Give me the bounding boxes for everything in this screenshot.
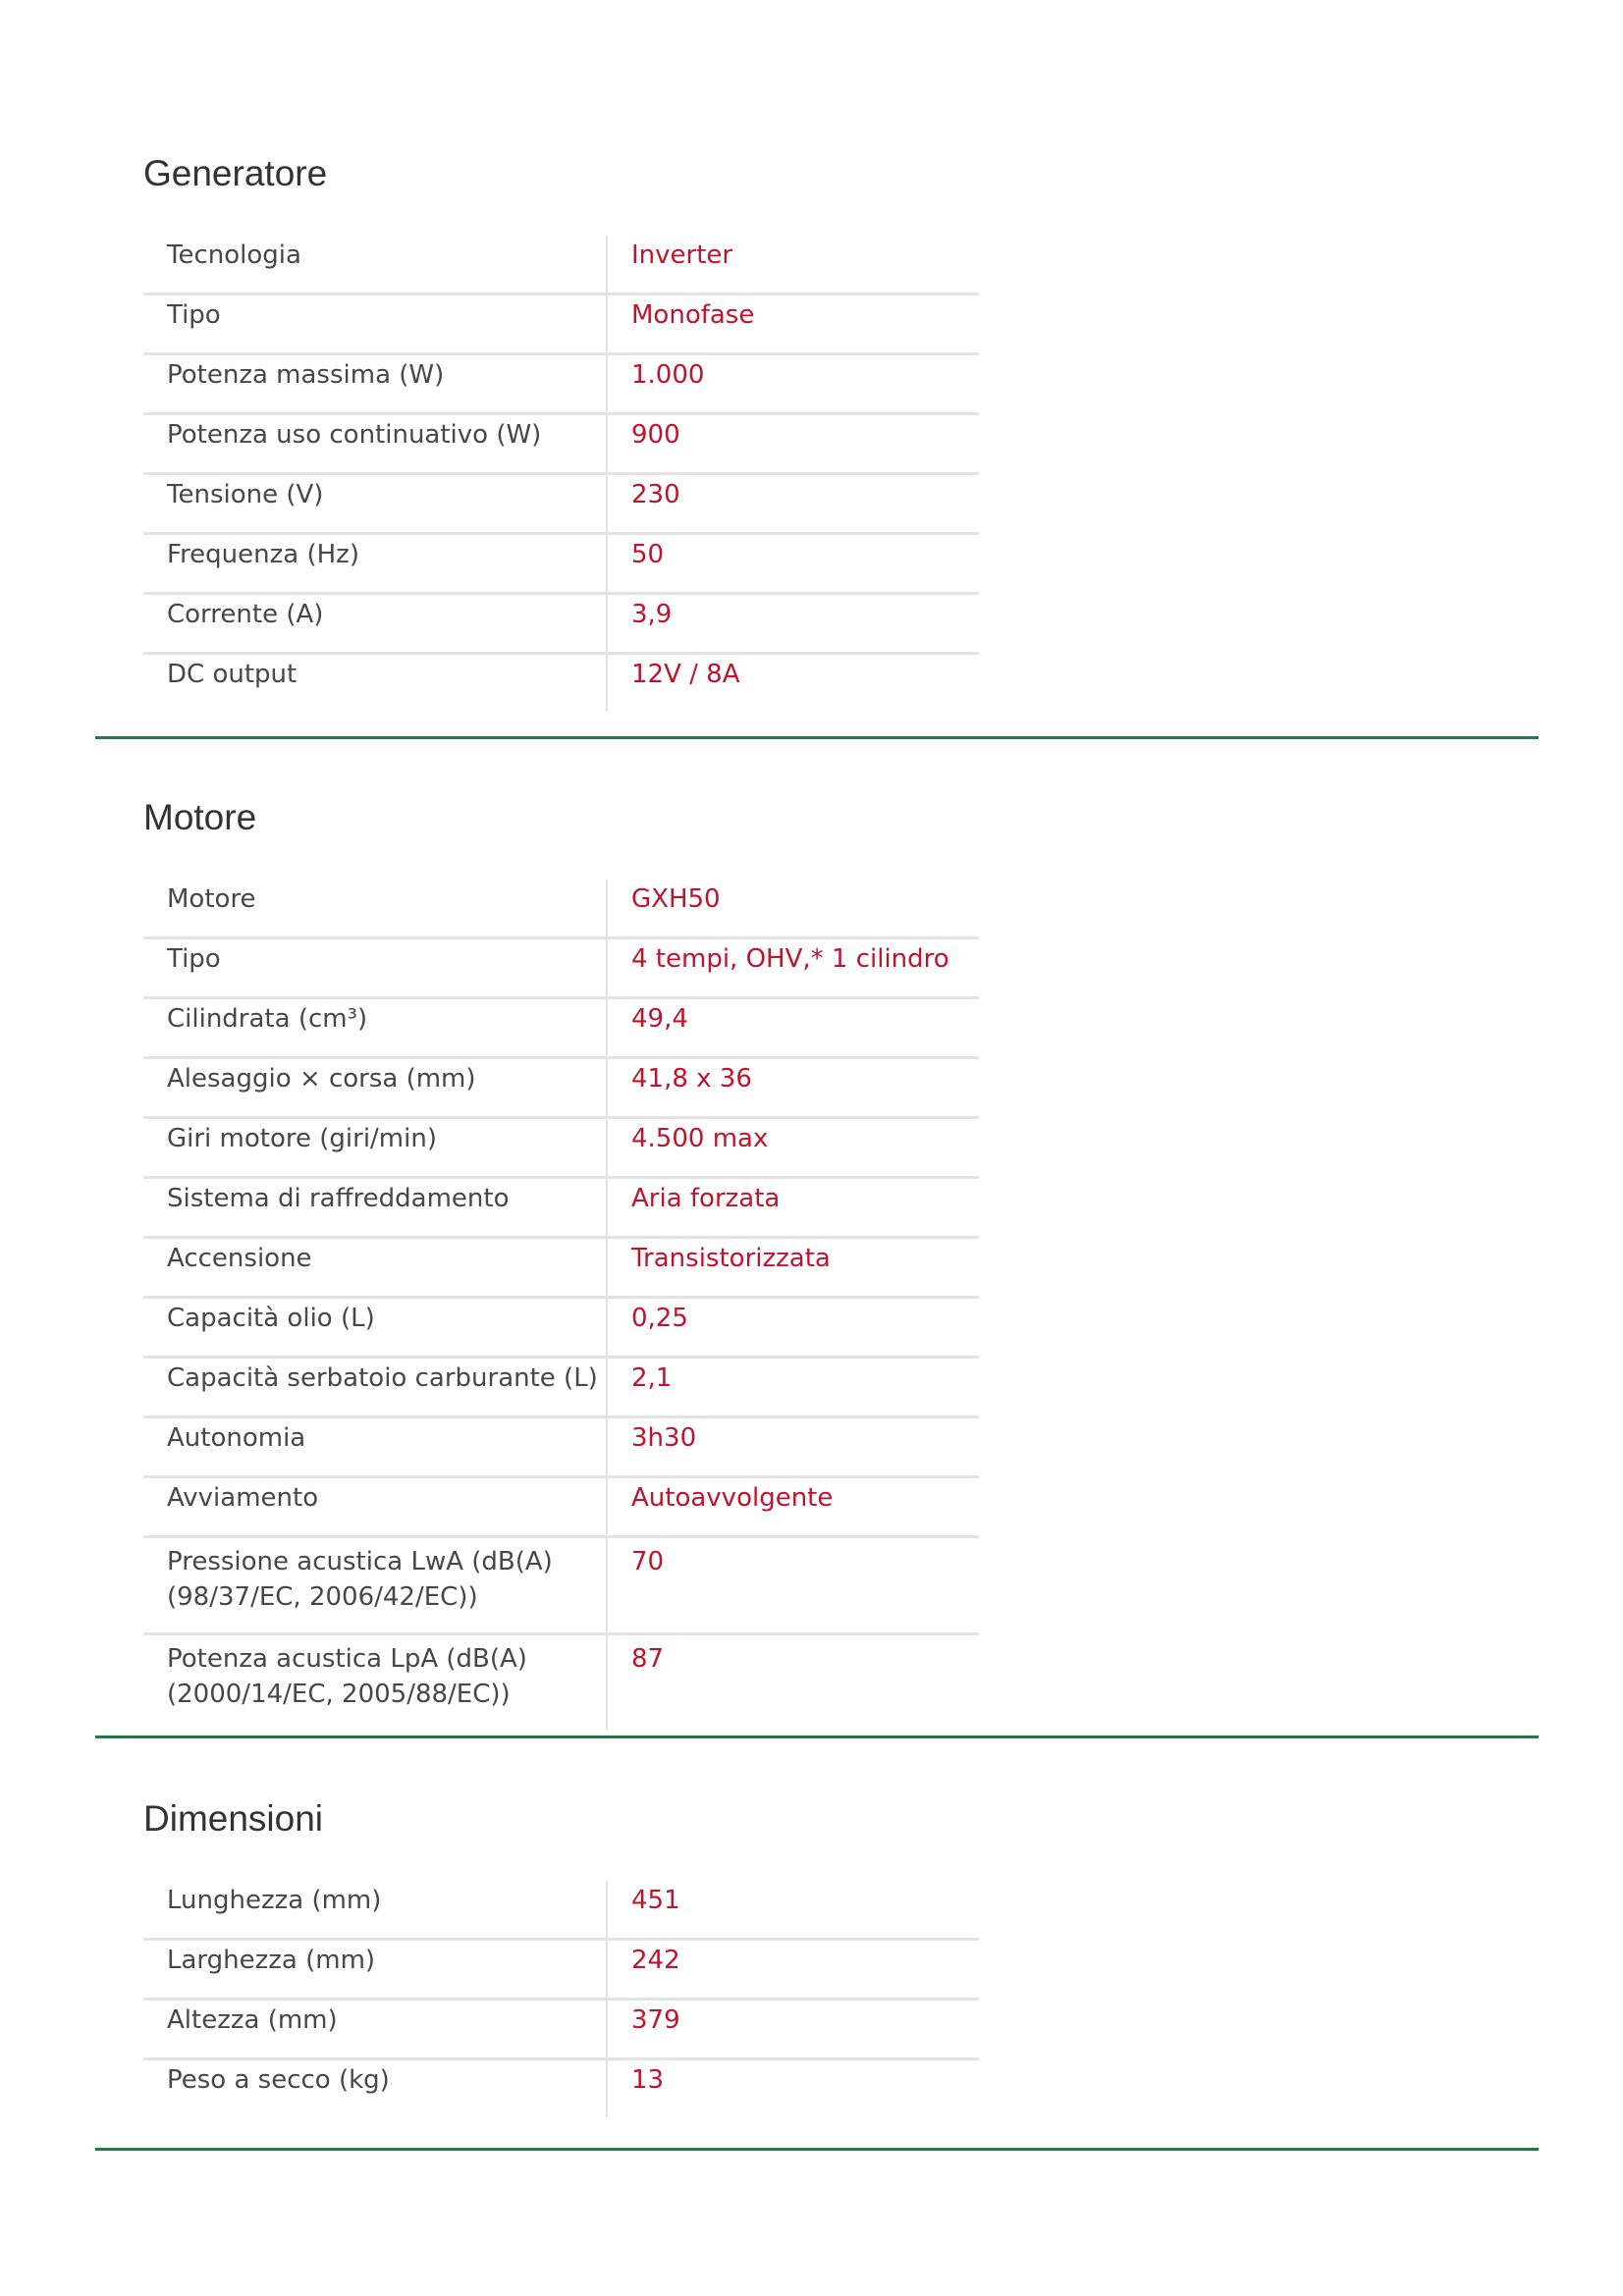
row-value: Aria forzata xyxy=(607,1178,979,1238)
table-row xyxy=(143,1358,979,1417)
section-divider xyxy=(95,2148,1539,2151)
table-row xyxy=(143,998,979,1058)
table-row xyxy=(143,1477,979,1537)
table-row xyxy=(143,1058,979,1118)
table-row xyxy=(143,534,979,594)
table-row xyxy=(143,938,979,998)
table-row xyxy=(143,236,979,294)
table-row xyxy=(143,880,979,938)
section-divider xyxy=(95,1735,1539,1738)
table-row xyxy=(143,474,979,534)
row-label: Peso a secco (kg) xyxy=(167,2065,390,2095)
row-label: Giri motore (giri/min) xyxy=(143,1118,607,1178)
row-label: Pressione acustica LwA (dB(A) (98/37/EC, 2006/42/EC)) xyxy=(143,1537,607,1634)
row-value: 379 xyxy=(607,2000,979,2059)
table-row xyxy=(143,414,979,474)
row-value: 13 xyxy=(607,2059,979,2118)
row-label: Tipo xyxy=(143,938,607,998)
spec-table-generatore xyxy=(143,236,979,712)
table-row xyxy=(143,1940,979,2000)
row-label: Altezza (mm) xyxy=(143,2000,607,2059)
section-divider xyxy=(95,736,1539,739)
table-row xyxy=(143,2000,979,2059)
row-label: Potenza massima (W) xyxy=(143,354,607,414)
table-row xyxy=(143,2059,979,2118)
row-label: Tecnologia xyxy=(143,236,607,294)
row-label: Lunghezza (mm) xyxy=(143,1881,607,1940)
row-value: Inverter xyxy=(607,236,979,294)
row-value: GXH50 xyxy=(607,880,979,938)
row-value: 50 xyxy=(607,534,979,594)
section-title: Motore xyxy=(143,797,257,837)
row-value: Transistorizzata xyxy=(607,1238,979,1298)
table-row xyxy=(143,1118,979,1178)
row-label: Autonomia xyxy=(143,1417,607,1477)
table-row xyxy=(143,1178,979,1238)
row-label: Motore xyxy=(143,880,607,938)
row-label: Corrente (A) xyxy=(143,594,607,654)
row-value: 0,25 xyxy=(607,1298,979,1358)
row-label: Cilindrata (cm³) xyxy=(143,998,607,1058)
row-value: 87 xyxy=(607,1634,979,1731)
row-value: 1.000 xyxy=(607,354,979,414)
row-label: DC output xyxy=(167,660,298,689)
row-value: 230 xyxy=(607,474,979,534)
table-row xyxy=(143,1537,979,1634)
spec-table-motore xyxy=(143,880,979,1730)
row-value: 41,8 x 36 xyxy=(607,1058,979,1118)
row-label: Frequenza (Hz) xyxy=(143,534,607,594)
table-row xyxy=(143,594,979,654)
row-value: 451 xyxy=(607,1881,979,1940)
row-value: 70 xyxy=(607,1537,979,1634)
table-row xyxy=(143,1238,979,1298)
table-row xyxy=(143,354,979,414)
row-label: Accensione xyxy=(143,1238,607,1298)
row-label: Alesaggio × corsa (mm) xyxy=(143,1058,607,1118)
row-label: Potenza uso continuativo (W) xyxy=(143,414,607,474)
table-row xyxy=(143,1881,979,1940)
row-label: Larghezza (mm) xyxy=(143,1940,607,2000)
row-value: 3h30 xyxy=(607,1417,979,1477)
row-value: 49,4 xyxy=(607,998,979,1058)
row-value: 4 tempi, OHV,* 1 cilindro xyxy=(607,938,979,998)
row-label: Sistema di raffreddamento xyxy=(143,1178,607,1238)
row-value: 4.500 max xyxy=(607,1118,979,1178)
table-row xyxy=(143,294,979,354)
row-value: 900 xyxy=(607,414,979,474)
table-row xyxy=(143,1298,979,1358)
row-label: Potenza acustica LpA (dB(A) (2000/14/EC, 2005/88/EC)) xyxy=(167,1644,527,1709)
row-value: 2,1 xyxy=(607,1358,979,1417)
row-value: 3,9 xyxy=(607,594,979,654)
row-label: Tensione (V) xyxy=(143,474,607,534)
table-row xyxy=(143,654,979,713)
section-title: Dimensioni xyxy=(143,1798,324,1839)
table-row xyxy=(143,1634,979,1731)
row-value: Monofase xyxy=(607,294,979,354)
row-value: 242 xyxy=(607,1940,979,2000)
row-label: Capacità olio (L) xyxy=(143,1298,607,1358)
row-label: Tipo xyxy=(143,294,607,354)
row-label: Avviamento xyxy=(143,1477,607,1537)
table-row xyxy=(143,1417,979,1477)
section-title: Generatore xyxy=(143,153,328,193)
spec-table-dimensioni xyxy=(143,1881,979,2117)
row-label: Capacità serbatoio carburante (L) xyxy=(143,1358,607,1417)
row-value: 12V / 8A xyxy=(607,654,979,713)
row-value: Autoavvolgente xyxy=(607,1477,979,1537)
